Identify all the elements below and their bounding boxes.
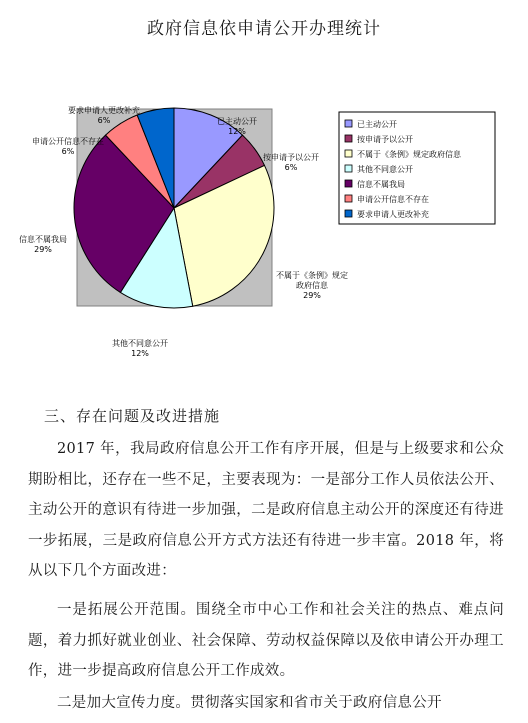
body-paragraph: 二是加大宣传力度。贯彻落实国家和省市关于政府信息公开 <box>57 695 442 711</box>
data-label: 要求申请人更改补充 6% <box>68 106 140 125</box>
legend-label: 不属于《条例》规定政府信息 <box>357 150 461 159</box>
legend-label: 其他不同意公开 <box>357 165 413 174</box>
data-label: 申请公开信息不存在 6% <box>32 137 104 156</box>
pie-slices <box>74 108 274 308</box>
legend-swatch <box>345 195 352 202</box>
legend-label: 信息不属我局 <box>357 180 405 189</box>
legend-label: 申请公开信息不存在 <box>357 195 429 204</box>
legend-swatch <box>345 210 352 217</box>
legend-item <box>345 194 429 204</box>
page-title: 政府信息依申请公开办理统计 <box>147 19 381 39</box>
data-label: 按申请予以公开 6% <box>263 153 319 172</box>
legend-item <box>345 149 462 159</box>
data-label: 其他不同意公开 12% <box>112 339 168 358</box>
body-paragraph: 一是拓展公开范围。围绕全市中心工作和社会关注的热点、难点问题，着力抓好就业创业、社会保障、劳动权益保障以及依申请公开办理工作，进一步提高政府信息公开工作成效。 <box>28 602 504 679</box>
legend-label: 已主动公开 <box>357 120 397 129</box>
legend-swatch <box>345 120 352 127</box>
legend <box>339 112 495 224</box>
legend-label: 按申请予以公开 <box>357 135 413 144</box>
legend-swatch <box>345 165 352 172</box>
legend-swatch <box>345 135 352 142</box>
section-heading: 三、存在问题及改进措施 <box>44 407 221 425</box>
legend-label: 要求申请人更改补充 <box>357 210 429 219</box>
data-label: 已主动公开 12% <box>217 117 257 136</box>
body-paragraph: 2017 年，我局政府信息公开工作有序开展，但是与上级要求和公众期盼相比，还存在一些不足，主要表现为：一是部分工作人员依法公开、主动公开的意识有待进一步加强，二是政府信息主动公开的深度还有待进一步拓展，三是政府信息公开方式方法还有待进一步丰富。2018 年，将从以下几个方面改进： <box>28 441 504 579</box>
legend-swatch <box>345 150 352 157</box>
legend-item <box>345 209 429 219</box>
data-label: 不属于《条例》规定政府信息 29% <box>276 271 348 300</box>
pie-chart-figure <box>0 60 528 360</box>
legend-swatch <box>345 180 352 187</box>
pie-chart <box>0 60 528 360</box>
data-label: 信息不属我局 29% <box>19 235 67 254</box>
